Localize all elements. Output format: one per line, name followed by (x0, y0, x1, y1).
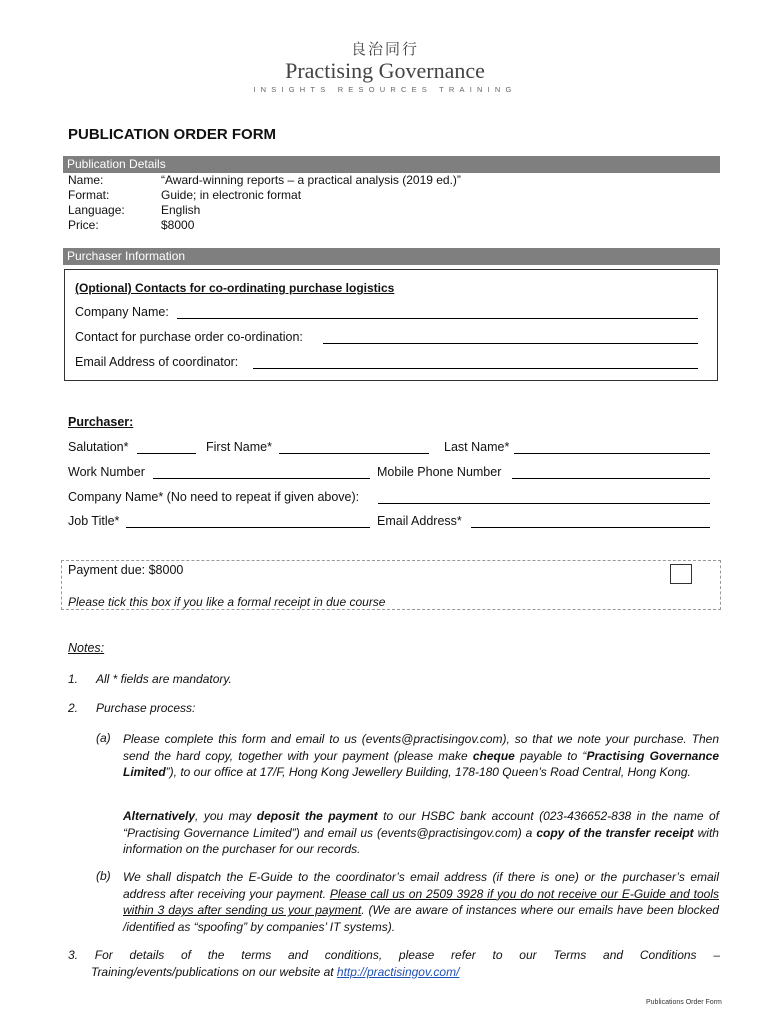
receipt-copy-emphasis: copy of the transfer receipt (536, 825, 694, 840)
notes-title: Notes: (68, 641, 105, 655)
coordination-contact-label: Contact for purchase order co-ordination: (75, 330, 303, 344)
coordination-contact-field[interactable] (323, 343, 698, 344)
note-3-paragraph (68, 947, 720, 980)
note-3-line-2 (68, 965, 459, 979)
detail-label: Language: (68, 203, 125, 217)
purchaser-information-heading: Purchaser Information (63, 248, 720, 265)
detail-value: Guide; in electronic format (161, 188, 302, 202)
last-name-field[interactable] (514, 453, 710, 454)
alternatively-emphasis: Alternatively (123, 809, 196, 823)
detail-label: Format: (68, 188, 110, 202)
job-title-field[interactable] (126, 527, 370, 528)
website-link[interactable]: http://practisingov.com/ (336, 964, 460, 979)
email-address-label: Email Address* (377, 514, 462, 528)
text-segment: to our HSBC bank account (023-436652-838 in the name of “Practising Governance Limited”) and email us (events@practisingov.com) a (123, 809, 720, 840)
cheque-emphasis: cheque (472, 748, 515, 763)
deposit-emphasis: deposit the payment (256, 809, 378, 823)
salutation-label: Salutation* (68, 440, 129, 454)
company-name-field[interactable] (177, 318, 698, 319)
work-number-field[interactable] (153, 478, 370, 479)
job-title-label: Job Title* (68, 514, 120, 528)
logo-chinese-text: 良治同行 (350, 40, 419, 58)
publication-details-heading: Publication Details (63, 156, 720, 173)
text-segment: with information on the purchaser for our records. (123, 825, 719, 857)
text-segment: , you may (195, 809, 257, 823)
note-1-number: 1. (68, 672, 79, 686)
text-segment: payable to “ (514, 748, 587, 763)
item-b-paragraph (123, 869, 719, 936)
coordinator-email-field[interactable] (253, 368, 698, 369)
text-segment: Training/events/publications on our website at (91, 964, 337, 979)
receipt-checkbox[interactable] (670, 564, 692, 584)
note-2-number: 2. (68, 701, 79, 715)
company-name-emphasis: Practising Governance Limited (123, 748, 720, 780)
first-name-label: First Name* (206, 440, 272, 454)
payment-due: Payment due: $8000 (68, 563, 184, 577)
call-us-underlined: Please call us on 2509 3928 if you do not receive our E-Guide and tools within 3 days after sending us your payment (123, 886, 719, 918)
detail-value: $8000 (161, 218, 195, 232)
last-name-label: Last Name* (444, 440, 510, 454)
item-a-marker: (a) (96, 731, 111, 745)
text-segment: Please complete this form and email to us (events@practisingov.com), so that we note your purchase. Then send the hard copy, together with your payment (please make (123, 732, 719, 763)
note-1-text: All * fields are mandatory. (96, 672, 232, 686)
first-name-field[interactable] (279, 453, 429, 454)
text-segment: ”), to our office at 17/F, Hong Kong Jewellery Building, 178-180 Queen’s Road Central, Hong Kong. (165, 765, 691, 780)
company-name-purchaser-label: Company Name* (No need to repeat if given above): (68, 490, 360, 504)
logo-tagline: INSIGHTS RESOURCES TRAINING (253, 85, 517, 94)
company-name-purchaser-field[interactable] (378, 503, 710, 504)
detail-label: Name: (68, 173, 104, 187)
optional-contacts-title: (Optional) Contacts for co-ordinating purchase logistics (75, 281, 395, 295)
receipt-instruction: Please tick this box if you like a formal receipt in due course (68, 595, 386, 609)
note-3-line-1: 3. For details of the terms and conditions, please refer to our Terms and Conditions – (68, 948, 720, 962)
item-b-marker: (b) (96, 869, 111, 883)
form-title: PUBLICATION ORDER FORM (68, 126, 277, 143)
detail-value: “Award-winning reports – a practical analysis (2019 ed.)” (161, 173, 461, 187)
mobile-number-label: Mobile Phone Number (377, 465, 502, 479)
alternative-payment-paragraph (123, 808, 719, 858)
detail-label: Price: (68, 218, 99, 232)
work-number-label: Work Number (68, 465, 145, 479)
note-2-text: Purchase process: (96, 701, 196, 715)
footer-label: Publications Order Form (646, 999, 722, 1006)
salutation-field[interactable] (137, 453, 196, 454)
company-name-label: Company Name: (75, 305, 169, 319)
text-segment: . (We are aware of instances where our emails have been blocked /identified as “spoofing” by companies’ IT systems). (123, 903, 719, 935)
detail-value: English (161, 203, 201, 217)
item-a-paragraph (123, 731, 719, 781)
purchaser-title: Purchaser: (68, 415, 134, 429)
mobile-number-field[interactable] (512, 478, 710, 479)
logo-title: Practising Governance (285, 58, 485, 83)
coordinator-email-label: Email Address of coordinator: (75, 355, 239, 369)
email-address-field[interactable] (471, 527, 710, 528)
text-segment: We shall dispatch the E-Guide to the coordinator’s email address (if there is one) or the purchaser’s email address after receiving your payment. (123, 870, 719, 901)
